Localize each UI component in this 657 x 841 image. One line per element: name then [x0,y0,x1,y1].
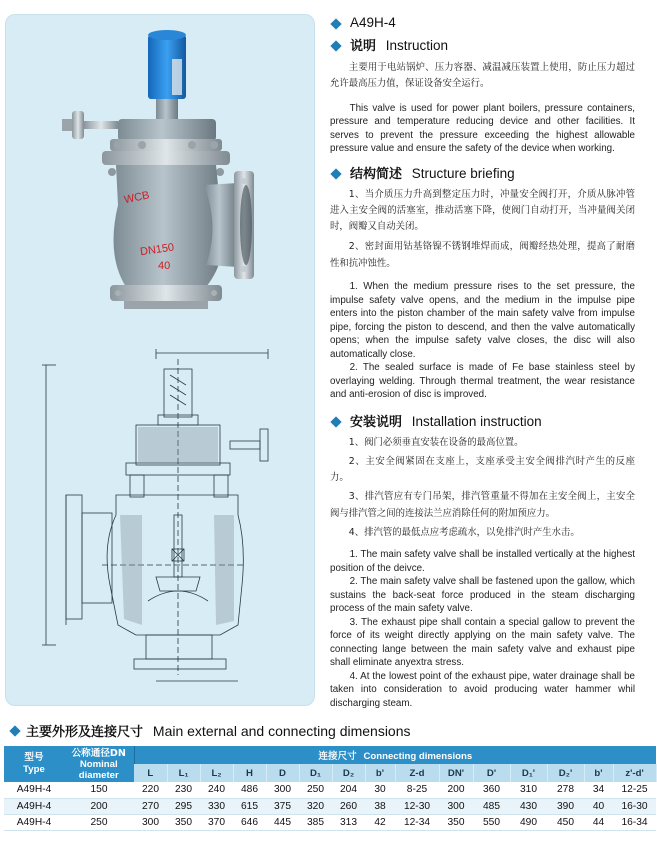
table-cell: 42 [365,814,395,830]
table-cell: 240 [200,782,233,798]
installation-text-en-2: 2. The main safety valve shall be fastened upon the gallow, which sustains the back-seat force produced in the steam discharging process of the main safety valve. [330,576,635,615]
bullet-icon [330,18,341,29]
installation-text-zh-2: 2、主安全阀紧固在支座上，支座承受主安全阀排汽时产生的反座力。 [330,455,635,484]
table-cell: 350 [439,814,473,830]
column-header: H [233,764,266,782]
table-cell: 375 [266,798,299,814]
table-cell: 310 [510,782,547,798]
table-cell: 200 [64,798,134,814]
model-heading [330,14,635,32]
column-header: L₁ [167,764,200,782]
column-header: Z-d [395,764,439,782]
table-cell: 330 [200,798,233,814]
table-cell: 486 [233,782,266,798]
table-cell: 38 [365,798,395,814]
bullet-icon [330,416,341,427]
installation-text-zh-4: 4、排汽管的最低点应考虑疏水，以免排汽时产生水击。 [348,527,580,539]
installation-text-en-4: 4. At the lowest point of the exhaust pipe, water drainage shall be taken into consideration to avoid producing water hammer whil discharging steam. [330,670,635,709]
dimensions-heading [10,722,411,740]
table-cell: 8-25 [395,782,439,798]
table-cell: 12-25 [613,782,656,798]
table-cell: 390 [547,798,584,814]
table-cell: 40 [584,798,613,814]
model-name: A49H-4 [350,15,396,30]
connecting-header-zh: 连接尺寸 [318,751,357,762]
table-cell: 313 [332,814,365,830]
installation-text-en-1: 1. The main safety valve shall be installed vertically at the highest position of the deivce. [330,549,635,574]
instruction-heading [330,36,635,56]
instruction-heading-en: Instruction [385,38,449,53]
valve-section-drawing [6,345,316,707]
dimensions-heading-en: Main external and connecting dimensions [152,723,411,739]
column-header: D₂' [547,764,584,782]
table-cell: 646 [233,814,266,830]
table-cell: 385 [299,814,332,830]
instruction-text-en: This valve is used for power plant boilers, pressure containers, pressure and temperature reducing device and other facilities. It serves to prevent the pressure exceeding the highest allowable pressure value and ensure the safety of the device when working. [330,102,635,155]
table-cell: 250 [299,782,332,798]
type-header-zh: 型号 [24,752,44,763]
structure-text-zh-2: 2、密封面用钴基铬镍不锈钢堆焊而成，阀瓣经热处理，提高了耐磨性和抗冲蚀性。 [330,241,635,269]
column-header: D₁ [299,764,332,782]
table-cell: 260 [332,798,365,814]
column-header: D₁' [510,764,547,782]
dimensions-heading-zh: 主要外形及连接尺寸 [26,725,144,740]
table-cell: 430 [510,798,547,814]
table-cell: 278 [547,782,584,798]
table-cell: 150 [64,782,134,798]
instruction-heading-zh: 说明 [350,39,377,54]
table-row [4,814,656,830]
dn-header-zh: 公称通径DN [71,747,126,759]
table-cell: 12-34 [395,814,439,830]
table-cell: A49H-4 [4,798,64,814]
table-cell: 300 [439,798,473,814]
structure-heading-zh: 结构简述 [350,166,403,182]
table-cell: 16-34 [613,814,656,830]
installation-text-zh-1: 1、阀门必须垂直安装在设备的最高位置。 [348,436,524,448]
table-cell: 12-30 [395,798,439,814]
installation-text-zh-3: 3、排汽管应有专门吊架，排汽管重量不得加在主安全阀上，主安全阀与排汽管之间的连接法兰应消除任何的附加预应力。 [330,491,635,519]
structure-text-en-2: 2. The sealed surface is made of Fe base stainless steel by overlaying welding. Through thermal treatment, the wear resistance and anti-erosion of disc is improved. [330,362,635,401]
structure-text-zh-1: 1、当介质压力升高到整定压力时，冲量安全阀打开，介质从脉冲管进入主安全阀的活塞室，推动活塞下降，使阀门自动打开，当冲量阀关闭时，阀瓣又自动关闭。 [330,188,635,233]
photo-marking-pn: 40 [158,260,171,272]
table-cell: 295 [167,798,200,814]
valve-photo [6,15,316,345]
dn-header-en: Nominal diameter [78,758,119,781]
bullet-icon [330,40,341,51]
installation-heading-zh: 安装说明 [350,414,403,430]
table-cell: 490 [510,814,547,830]
table-row [4,782,656,798]
table-cell: 445 [266,814,299,830]
column-header: b' [584,764,613,782]
table-cell: 370 [200,814,233,830]
table-cell: 450 [547,814,584,830]
instruction-text-zh: 主要用于电站锅炉、压力容器、减温减压装置上使用，防止压力超过允许最高压力值，保证设备安全运行。 [330,62,635,90]
table-cell: 270 [134,798,167,814]
table-cell: 220 [134,782,167,798]
table-row [4,798,656,814]
table-cell: 230 [167,782,200,798]
text-column [330,14,635,710]
structure-text-en-1: 1. When the medium pressure rises to the set pressure, the impulse safety valve opens, and the medium in the impulse pipe enters into the piston chamber of the main safety valve from impulse pipe, forcing the piston to descend, and then the valve automatically opens; when the impulse safety valve closes, the disc will also automatically close. [330,281,635,360]
table-cell: 615 [233,798,266,814]
column-header: DN' [439,764,473,782]
table-cell: 34 [584,782,613,798]
table-cell: 200 [439,782,473,798]
structure-heading [330,164,635,184]
product-image-panel [5,14,315,706]
bullet-icon [9,725,20,736]
column-header: z'-d' [613,764,656,782]
column-header: b' [365,764,395,782]
type-header [4,746,64,782]
column-header: L [134,764,167,782]
photo-marking-dn: DN150 [139,241,175,259]
table-cell: 204 [332,782,365,798]
table-cell: 485 [473,798,510,814]
table-cell: A49H-4 [4,814,64,830]
structure-heading-en: Structure briefing [411,165,515,181]
type-header-en: Type [23,764,45,775]
dimensions-table [4,746,657,831]
bullet-icon [330,168,341,179]
installation-heading [330,412,635,432]
dn-header [64,746,134,782]
table-cell: 44 [584,814,613,830]
connecting-header-en: Connecting dimensions [363,751,473,762]
table-cell: 550 [473,814,510,830]
photo-marking-material: WCB [123,189,151,207]
installation-text-en-3: 3. The exhaust pipe shall contain a special gallow to prevent the force of its weight directly applying on the main safety valve. The connecting lange between the main safety valve and exhaust pipe shall eliminate anyextra stress. [330,616,635,669]
table-cell: 320 [299,798,332,814]
column-header: D' [473,764,510,782]
table-cell: 250 [64,814,134,830]
installation-heading-en: Installation instruction [411,413,542,429]
column-header: L₂ [200,764,233,782]
table-cell: 300 [134,814,167,830]
table-cell: 350 [167,814,200,830]
table-cell: 30 [365,782,395,798]
table-cell: 360 [473,782,510,798]
table-cell: 300 [266,782,299,798]
table-cell: 16-30 [613,798,656,814]
column-header: D₂ [332,764,365,782]
column-header: D [266,764,299,782]
connecting-header [134,746,656,764]
table-cell: A49H-4 [4,782,64,798]
